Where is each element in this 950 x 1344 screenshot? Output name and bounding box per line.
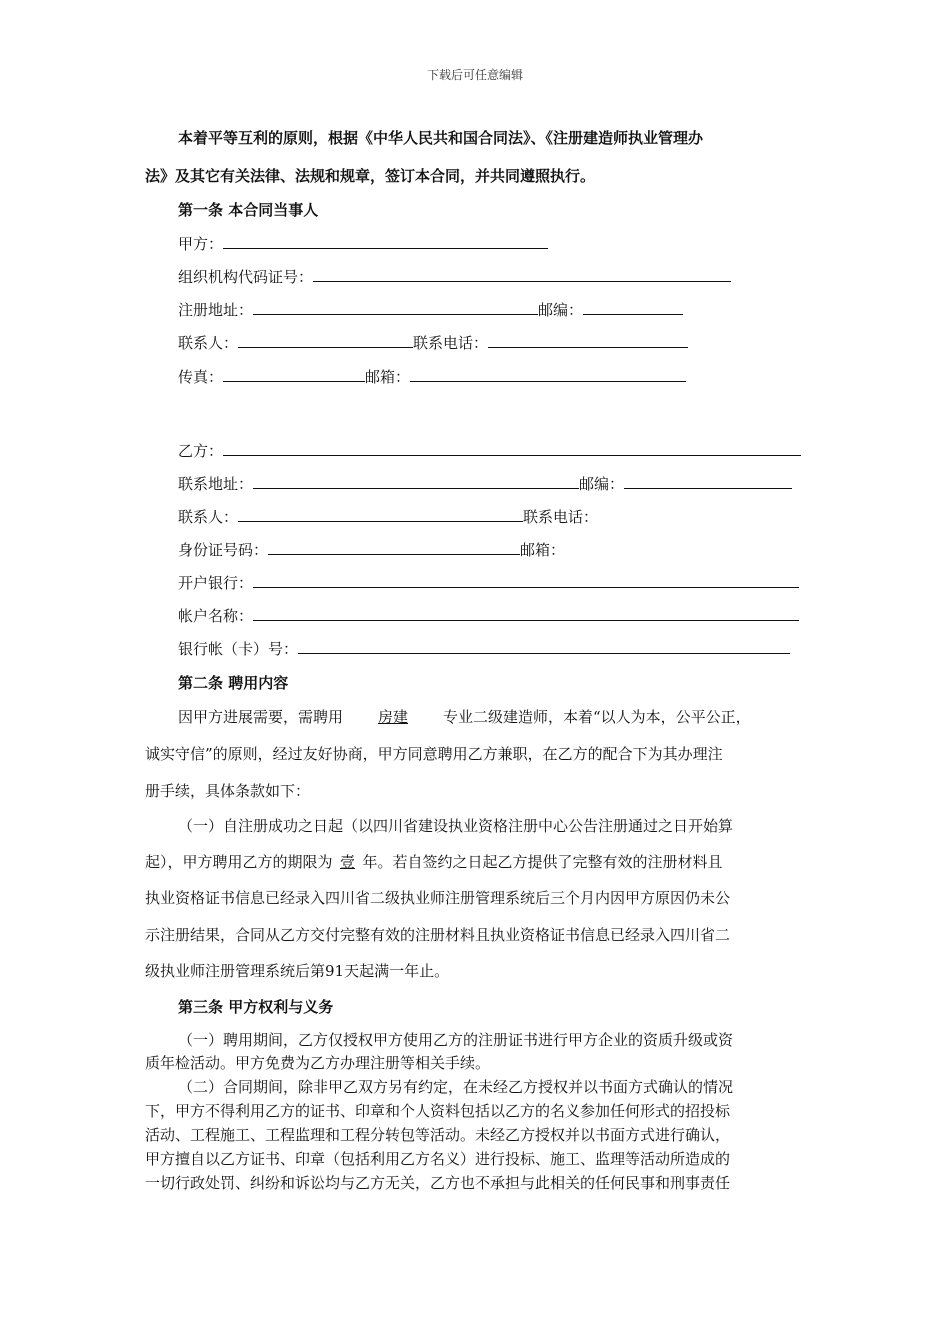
party-b-account-name-blank[interactable] bbox=[253, 608, 799, 621]
article3-item2-line1: （二）合同期间，除非甲乙双方另有约定，在未经乙方授权并以书面方式确认的情况 bbox=[178, 1078, 734, 1096]
party-b-email-label: 邮箱： bbox=[520, 541, 566, 559]
party-a-address-blank[interactable] bbox=[253, 302, 538, 315]
specialty-value: 房建 bbox=[378, 708, 409, 726]
term-years-value: 壹 bbox=[340, 853, 356, 871]
party-a-email-label: 邮箱： bbox=[365, 368, 411, 386]
party-b-blank[interactable] bbox=[223, 443, 801, 456]
article1-title: 第一条 本合同当事人 bbox=[178, 201, 319, 219]
party-a-fax-blank[interactable] bbox=[223, 369, 365, 382]
party-b-address-label: 联系地址： bbox=[178, 475, 254, 493]
header-note: 下载后可任意编辑 bbox=[426, 68, 523, 82]
party-a-address-field bbox=[178, 299, 683, 320]
party-a-blank[interactable] bbox=[223, 236, 548, 249]
article2-p1-lead: 因甲方进展需要，需聘用 bbox=[178, 708, 344, 726]
article3-item2-line4: 甲方擅自以乙方证书、印章（包括利用乙方名义）进行投标、施工、监理等活动所造成的 bbox=[145, 1150, 731, 1168]
party-b-bank-label: 开户银行： bbox=[178, 574, 254, 592]
party-b-id-label: 身份证号码： bbox=[178, 541, 269, 559]
party-b-postcode-blank[interactable] bbox=[624, 476, 792, 489]
party-b-account-number-blank[interactable] bbox=[298, 641, 790, 654]
party-b-account-number-field bbox=[178, 638, 790, 659]
party-a-postcode-label: 邮编： bbox=[538, 301, 584, 319]
article3-title: 第三条 甲方权利与义务 bbox=[178, 998, 334, 1016]
article3-item1-line1: （一）聘用期间，乙方仅授权甲方使用乙方的注册证书进行甲方企业的资质升级或资 bbox=[178, 1031, 734, 1049]
party-b-account-name-label: 帐户名称： bbox=[178, 607, 254, 625]
intro-line-2: 法》及其它有关法律、法规和规章，签订本合同，并共同遵照执行。 bbox=[145, 167, 596, 185]
party-a-label: 甲方： bbox=[178, 235, 224, 253]
party-a-fax-label: 传真： bbox=[178, 368, 224, 386]
party-a-contact-blank[interactable] bbox=[238, 335, 413, 348]
article2-p1-line2: 诚实守信”的原则，经过友好协商，甲方同意聘用乙方兼职，在乙方的配合下为其办理注 bbox=[145, 745, 723, 763]
party-b-contact-label: 联系人： bbox=[178, 508, 239, 526]
party-a-address-label: 注册地址： bbox=[178, 301, 254, 319]
article2-p1-tail: 专业二级建造师，本着“以人为本，公平公正， bbox=[443, 708, 751, 726]
item1-term-lead: 起），甲方聘用乙方的期限为 bbox=[145, 853, 333, 871]
party-b-address-blank[interactable] bbox=[253, 476, 579, 489]
party-b-id-blank[interactable] bbox=[268, 542, 520, 555]
party-a-contact-field bbox=[178, 332, 688, 353]
article2-p1-line1 bbox=[178, 706, 751, 727]
party-b-contact-field bbox=[178, 506, 598, 527]
article2-item1-line3: 执业资格证书信息已经录入四川省二级执业师注册管理系统后三个月内因甲方原因仍未公 bbox=[145, 889, 731, 907]
party-b-bank-blank[interactable] bbox=[253, 575, 799, 588]
article3-item2-line2: 下，甲方不得利用乙方的证书、印章和个人资料包括以乙方的名义参加任何形式的招投标 bbox=[145, 1102, 731, 1120]
party-a-email-blank[interactable] bbox=[410, 369, 686, 382]
party-b-account-number-label: 银行帐（卡）号： bbox=[178, 640, 299, 658]
party-b-account-name-field bbox=[178, 605, 799, 626]
party-a-contact-label: 联系人： bbox=[178, 334, 239, 352]
party-b-bank-field bbox=[178, 572, 799, 593]
party-b-phone-label: 联系电话： bbox=[523, 508, 599, 526]
article2-item1-line4: 示注册结果，合同从乙方交付完整有效的注册材料且执业资格证书信息已经录入四川省二 bbox=[145, 926, 731, 944]
org-code-field bbox=[178, 266, 731, 287]
item1-term-tail: 年。若自签约之日起乙方提供了完整有效的注册材料且 bbox=[362, 853, 723, 871]
org-code-blank[interactable] bbox=[313, 269, 731, 282]
party-b-id-field bbox=[178, 539, 565, 560]
article3-item2-line5: 一切行政处罚、纠纷和诉讼均与乙方无关，乙方也不承担与此相关的任何民事和刑事责任 bbox=[145, 1174, 731, 1192]
party-b-address-field bbox=[178, 473, 792, 494]
article2-item1-line2 bbox=[145, 851, 723, 872]
article2-item1-line1: （一）自注册成功之日起（以四川省建设执业资格注册中心公告注册通过之日开始算 bbox=[178, 817, 734, 835]
article2-title: 第二条 聘用内容 bbox=[178, 674, 289, 692]
article3-item1-line2: 质年检活动。甲方免费为乙方办理注册等相关手续。 bbox=[145, 1054, 491, 1072]
party-a-phone-blank[interactable] bbox=[488, 335, 688, 348]
article3-item2-line3: 活动、工程施工、工程监理和工程分转包等活动。未经乙方授权并以书面方式进行确认， bbox=[145, 1126, 731, 1144]
party-a-postcode-blank[interactable] bbox=[583, 302, 683, 315]
party-a-field bbox=[178, 233, 548, 254]
party-b-contact-blank[interactable] bbox=[238, 509, 523, 522]
article2-item1-line5: 级执业师注册管理系统后第91天起满一年止。 bbox=[145, 962, 450, 980]
article2-p1-line3: 册手续，具体条款如下： bbox=[145, 782, 311, 800]
party-a-fax-field bbox=[178, 366, 686, 387]
party-a-phone-label: 联系电话： bbox=[413, 334, 489, 352]
intro-line-1: 本着平等互利的原则，根据《中华人民共和国合同法》、《注册建造师执业管理办 bbox=[178, 129, 704, 147]
org-code-label: 组织机构代码证号： bbox=[178, 268, 314, 286]
party-b-postcode-label: 邮编： bbox=[579, 475, 625, 493]
party-b-label: 乙方： bbox=[178, 442, 224, 460]
party-b-field bbox=[178, 440, 801, 461]
